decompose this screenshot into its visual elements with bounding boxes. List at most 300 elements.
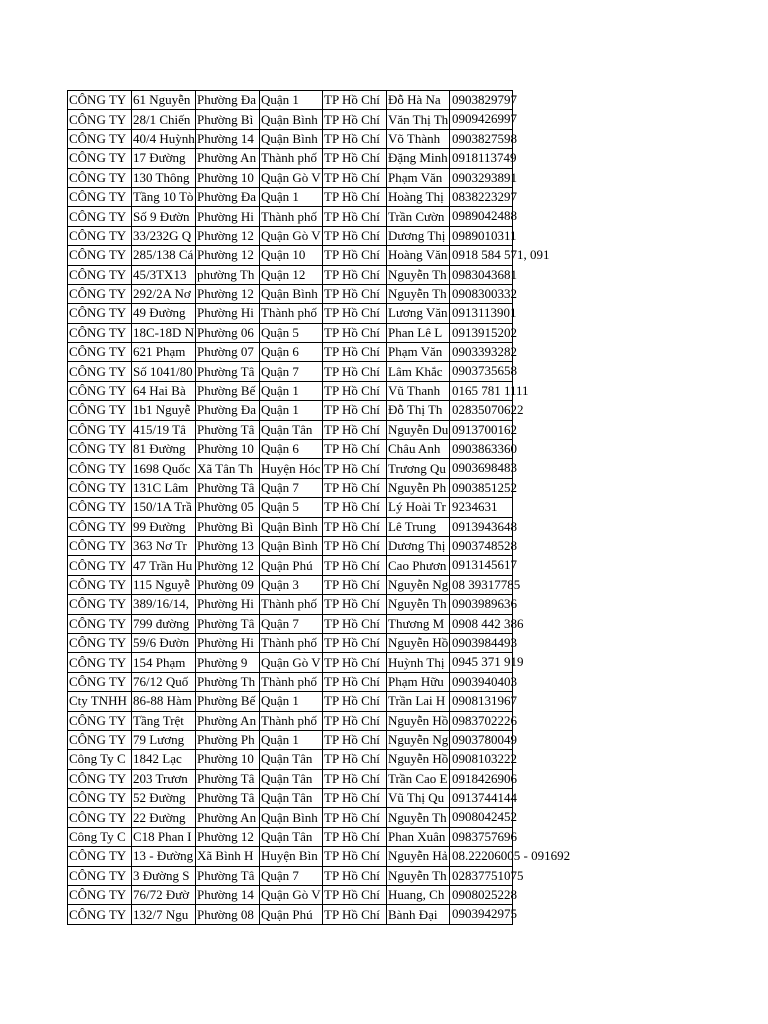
ward-cell[interactable]: Phường Tâ [196,789,260,808]
phone-cell[interactable] [450,556,517,575]
ward-cell[interactable]: Phường An [196,149,260,168]
contact-name-cell[interactable]: Cao Phươn [387,556,450,575]
phone-cell[interactable] [450,750,517,769]
contact-name-cell[interactable]: Bành Đại [387,905,450,924]
phone-cell[interactable] [450,672,517,691]
phone-cell[interactable] [450,595,517,614]
city-cell[interactable]: TP Hồ Chí [323,827,387,846]
company-cell[interactable]: CÔNG TY [68,633,132,652]
contact-name-cell[interactable]: Trương Qu [387,459,450,478]
address-cell[interactable]: 150/1A Trầ [132,498,196,517]
district-cell[interactable]: Quận Tân [260,789,323,808]
company-cell[interactable]: CÔNG TY [68,343,132,362]
city-cell[interactable]: TP Hồ Chí [323,595,387,614]
address-cell[interactable]: 285/138 Cá [132,246,196,265]
phone-cell[interactable] [450,711,517,730]
address-cell[interactable]: 415/19 Tâ [132,420,196,439]
district-cell[interactable]: Quận Bình [260,129,323,148]
district-cell[interactable]: Huyện Hóc [260,459,323,478]
phone-cell[interactable] [450,653,524,672]
address-cell[interactable]: 79 Lương [132,730,196,749]
company-cell[interactable]: CÔNG TY [68,381,132,400]
company-cell[interactable]: CÔNG TY [68,226,132,245]
company-cell[interactable]: CÔNG TY [68,808,132,827]
address-cell[interactable]: 1842 Lạc [132,750,196,769]
phone-cell[interactable] [450,246,550,265]
ward-cell[interactable]: Phường 13 [196,536,260,555]
district-cell[interactable]: Quận 6 [260,343,323,362]
company-cell[interactable]: CÔNG TY [68,440,132,459]
contact-name-cell[interactable]: Đỗ Thị Th [387,401,450,420]
company-cell[interactable]: CÔNG TY [68,246,132,265]
district-cell[interactable]: Quận 12 [260,265,323,284]
district-cell[interactable]: Quận Phú [260,556,323,575]
contact-name-cell[interactable]: Nguyễn Hồ [387,633,450,652]
city-cell[interactable]: TP Hồ Chí [323,672,387,691]
contact-name-cell[interactable]: Đặng Minh [387,149,450,168]
company-cell[interactable]: CÔNG TY [68,711,132,730]
company-cell[interactable]: CÔNG TY [68,420,132,439]
ward-cell[interactable]: Phường Tâ [196,866,260,885]
phone-cell[interactable] [450,866,524,885]
contact-name-cell[interactable]: Nguyễn Hả [387,847,450,866]
district-cell[interactable]: Quận Gò V [260,886,323,905]
ward-cell[interactable]: Phường Bì [196,517,260,536]
phone-cell[interactable] [450,789,517,808]
ward-cell[interactable]: Phường 10 [196,168,260,187]
company-cell[interactable]: CÔNG TY [68,265,132,284]
phone-cell[interactable] [450,343,517,362]
contact-name-cell[interactable]: Nguyễn Ng [387,575,450,594]
company-cell[interactable]: CÔNG TY [68,304,132,323]
phone-cell[interactable] [450,692,517,711]
district-cell[interactable]: Quận 1 [260,730,323,749]
address-cell[interactable]: 363 Nơ Tr [132,536,196,555]
ward-cell[interactable]: Phường 06 [196,323,260,342]
contact-name-cell[interactable]: Nguyễn Th [387,595,450,614]
address-cell[interactable]: 3 Đường S [132,866,196,885]
city-cell[interactable]: TP Hồ Chí [323,517,387,536]
city-cell[interactable]: TP Hồ Chí [323,556,387,575]
company-cell[interactable]: CÔNG TY [68,886,132,905]
company-cell[interactable]: CÔNG TY [68,866,132,885]
phone-cell[interactable] [450,886,517,905]
address-cell[interactable]: 28/1 Chiến [132,110,196,129]
phone-cell[interactable] [450,575,521,594]
city-cell[interactable]: TP Hồ Chí [323,381,387,400]
ward-cell[interactable]: Phường Bế [196,381,260,400]
contact-name-cell[interactable]: Vũ Thị Qu [387,789,450,808]
company-cell[interactable]: CÔNG TY [68,614,132,633]
company-cell[interactable]: CÔNG TY [68,498,132,517]
phone-cell[interactable] [450,226,517,245]
address-cell[interactable]: 621 Phạm [132,343,196,362]
contact-name-cell[interactable]: Trần Lai H [387,692,450,711]
district-cell[interactable]: Quận 5 [260,498,323,517]
company-cell[interactable]: CÔNG TY [68,595,132,614]
district-cell[interactable]: Quận Tân [260,750,323,769]
city-cell[interactable]: TP Hồ Chí [323,284,387,303]
ward-cell[interactable]: Phường Bì [196,110,260,129]
district-cell[interactable]: Thành phố [260,672,323,691]
contact-name-cell[interactable]: Nguyễn Th [387,284,450,303]
district-cell[interactable]: Quận 5 [260,323,323,342]
contact-name-cell[interactable]: Dương Thị [387,226,450,245]
city-cell[interactable]: TP Hồ Chí [323,575,387,594]
district-cell[interactable]: Thành phố [260,711,323,730]
city-cell[interactable]: TP Hồ Chí [323,323,387,342]
city-cell[interactable]: TP Hồ Chí [323,343,387,362]
address-cell[interactable]: 115 Nguyễ [132,575,196,594]
company-cell[interactable]: CÔNG TY [68,129,132,148]
district-cell[interactable]: Thành phố [260,595,323,614]
ward-cell[interactable]: Phường Bế [196,692,260,711]
address-cell[interactable]: 1b1 Nguyễ [132,401,196,420]
company-cell[interactable]: CÔNG TY [68,905,132,924]
contact-name-cell[interactable]: Vũ Thanh [387,381,450,400]
city-cell[interactable]: TP Hồ Chí [323,168,387,187]
address-cell[interactable]: 49 Đường [132,304,196,323]
contact-name-cell[interactable]: Phan Xuân [387,827,450,846]
contact-name-cell[interactable]: Lê Trung [387,517,450,536]
company-cell[interactable]: CÔNG TY [68,789,132,808]
address-cell[interactable]: Số 1041/80 [132,362,196,381]
city-cell[interactable]: TP Hồ Chí [323,711,387,730]
address-cell[interactable]: 130 Thông [132,168,196,187]
contact-name-cell[interactable]: Đỗ Hà Na [387,91,450,110]
city-cell[interactable]: TP Hồ Chí [323,789,387,808]
address-cell[interactable]: 76/72 Đườ [132,886,196,905]
district-cell[interactable]: Quận 7 [260,362,323,381]
contact-name-cell[interactable]: Phan Lê L [387,323,450,342]
phone-cell[interactable] [450,149,517,168]
ward-cell[interactable]: Phường 12 [196,284,260,303]
ward-cell[interactable]: Phường 12 [196,556,260,575]
city-cell[interactable]: TP Hồ Chí [323,866,387,885]
address-cell[interactable]: 47 Trần Hu [132,556,196,575]
contact-name-cell[interactable]: Phạm Văn [387,343,450,362]
city-cell[interactable]: TP Hồ Chí [323,226,387,245]
contact-name-cell[interactable]: Nguyễn Hồ [387,750,450,769]
ward-cell[interactable]: Phường Tâ [196,614,260,633]
city-cell[interactable]: TP Hồ Chí [323,905,387,924]
contact-name-cell[interactable]: Huang, Ch [387,886,450,905]
phone-cell[interactable] [450,401,524,420]
district-cell[interactable]: Quận 1 [260,381,323,400]
district-cell[interactable]: Quận Tân [260,420,323,439]
phone-cell[interactable] [450,91,517,110]
contact-name-cell[interactable]: Trần Cao E [387,769,450,788]
phone-cell[interactable] [450,905,517,924]
address-cell[interactable]: 389/16/14, [132,595,196,614]
city-cell[interactable]: TP Hồ Chí [323,653,387,672]
contact-name-cell[interactable]: Võ Thành [387,129,450,148]
phone-cell[interactable] [450,207,517,226]
company-cell[interactable]: Công Ty C [68,750,132,769]
phone-cell[interactable] [450,420,517,439]
district-cell[interactable]: Thành phố [260,149,323,168]
ward-cell[interactable]: Phường Hi [196,633,260,652]
company-cell[interactable]: CÔNG TY [68,168,132,187]
ward-cell[interactable]: Phường Đa [196,91,260,110]
phone-cell[interactable] [450,129,517,148]
phone-cell[interactable] [450,440,517,459]
ward-cell[interactable]: Phường 12 [196,827,260,846]
company-cell[interactable]: CÔNG TY [68,207,132,226]
address-cell[interactable]: 131C Lâm [132,478,196,497]
ward-cell[interactable]: Phường Hi [196,595,260,614]
contact-name-cell[interactable]: Phạm Văn [387,168,450,187]
ward-cell[interactable]: Phường Tâ [196,362,260,381]
ward-cell[interactable]: Phường Đa [196,401,260,420]
phone-cell[interactable] [450,304,517,323]
phone-cell[interactable] [450,808,517,827]
district-cell[interactable]: Quận Tân [260,827,323,846]
district-cell[interactable]: Quận Bình [260,808,323,827]
district-cell[interactable]: Quận 3 [260,575,323,594]
phone-cell[interactable] [450,769,517,788]
city-cell[interactable]: TP Hồ Chí [323,459,387,478]
company-cell[interactable]: Cty TNHH [68,692,132,711]
ward-cell[interactable]: Phường An [196,711,260,730]
district-cell[interactable]: Quận 7 [260,614,323,633]
phone-cell[interactable] [450,187,517,206]
company-cell[interactable]: CÔNG TY [68,459,132,478]
city-cell[interactable]: TP Hồ Chí [323,401,387,420]
district-cell[interactable]: Quận Gò V [260,653,323,672]
city-cell[interactable]: TP Hồ Chí [323,750,387,769]
company-cell[interactable]: CÔNG TY [68,110,132,129]
district-cell[interactable]: Quận Gò V [260,168,323,187]
address-cell[interactable]: 99 Đường [132,517,196,536]
district-cell[interactable]: Quận Bình [260,536,323,555]
ward-cell[interactable]: Phường 14 [196,886,260,905]
address-cell[interactable]: 45/3TX13 [132,265,196,284]
company-cell[interactable]: CÔNG TY [68,730,132,749]
ward-cell[interactable]: Phường 05 [196,498,260,517]
city-cell[interactable]: TP Hồ Chí [323,91,387,110]
address-cell[interactable]: 132/7 Ngu [132,905,196,924]
ward-cell[interactable]: Phường Đa [196,187,260,206]
district-cell[interactable]: Quận 10 [260,246,323,265]
contact-name-cell[interactable]: Dương Thị [387,536,450,555]
address-cell[interactable]: 81 Đường [132,440,196,459]
city-cell[interactable]: TP Hồ Chí [323,304,387,323]
contact-name-cell[interactable]: Lý Hoài Tr [387,498,450,517]
district-cell[interactable]: Quận Bình [260,284,323,303]
city-cell[interactable]: TP Hồ Chí [323,769,387,788]
contact-name-cell[interactable]: Hoàng Thị [387,187,450,206]
address-cell[interactable]: 154 Phạm [132,653,196,672]
phone-cell[interactable] [450,381,529,400]
address-cell[interactable]: 799 đường [132,614,196,633]
company-cell[interactable]: CÔNG TY [68,362,132,381]
contact-name-cell[interactable]: Châu Anh [387,440,450,459]
contact-name-cell[interactable]: Nguyễn Hồ [387,711,450,730]
district-cell[interactable]: Quận 1 [260,401,323,420]
address-cell[interactable]: 59/6 Đườn [132,633,196,652]
ward-cell[interactable]: Phường 10 [196,440,260,459]
district-cell[interactable]: Thành phố [260,207,323,226]
ward-cell[interactable]: Phường Hi [196,207,260,226]
contact-name-cell[interactable]: Văn Thị Th [387,110,450,129]
contact-name-cell[interactable]: Nguyễn Th [387,866,450,885]
city-cell[interactable]: TP Hồ Chí [323,730,387,749]
district-cell[interactable]: Quận Phú [260,905,323,924]
district-cell[interactable]: Thành phố [260,304,323,323]
contact-name-cell[interactable]: Thương M [387,614,450,633]
address-cell[interactable]: C18 Phan I [132,827,196,846]
phone-cell[interactable] [450,827,517,846]
address-cell[interactable]: Tầng Trệt [132,711,196,730]
company-cell[interactable]: Công Ty C [68,827,132,846]
ward-cell[interactable]: Phường An [196,808,260,827]
ward-cell[interactable]: Phường Hi [196,304,260,323]
city-cell[interactable]: TP Hồ Chí [323,808,387,827]
district-cell[interactable]: Quận Tân [260,769,323,788]
company-cell[interactable]: CÔNG TY [68,672,132,691]
ward-cell[interactable]: Xã Bình H [196,847,260,866]
contact-name-cell[interactable]: Trần Cườn [387,207,450,226]
city-cell[interactable]: TP Hồ Chí [323,246,387,265]
city-cell[interactable]: TP Hồ Chí [323,614,387,633]
ward-cell[interactable]: Phường 09 [196,575,260,594]
contact-name-cell[interactable]: Nguyễn Du [387,420,450,439]
company-cell[interactable]: CÔNG TY [68,575,132,594]
company-cell[interactable]: CÔNG TY [68,536,132,555]
city-cell[interactable]: TP Hồ Chí [323,362,387,381]
address-cell[interactable]: 52 Đường [132,789,196,808]
district-cell[interactable]: Quận 6 [260,440,323,459]
city-cell[interactable]: TP Hồ Chí [323,149,387,168]
city-cell[interactable]: TP Hồ Chí [323,633,387,652]
district-cell[interactable]: Quận 1 [260,187,323,206]
address-cell[interactable]: 40/4 Huỳnh [132,129,196,148]
phone-cell[interactable] [450,459,517,478]
address-cell[interactable]: 1698 Quốc [132,459,196,478]
ward-cell[interactable]: Phường Th [196,672,260,691]
phone-cell[interactable] [450,168,517,187]
ward-cell[interactable]: Phường Ph [196,730,260,749]
city-cell[interactable]: TP Hồ Chí [323,847,387,866]
phone-cell[interactable] [450,517,517,536]
ward-cell[interactable]: Phường 08 [196,905,260,924]
district-cell[interactable]: Quận 1 [260,91,323,110]
district-cell[interactable]: Quận Bình [260,517,323,536]
address-cell[interactable]: Số 9 Đườn [132,207,196,226]
phone-cell[interactable] [450,478,517,497]
phone-cell[interactable] [450,110,517,129]
ward-cell[interactable]: Phường Tâ [196,420,260,439]
district-cell[interactable]: Quận Bình [260,110,323,129]
city-cell[interactable]: TP Hồ Chí [323,187,387,206]
city-cell[interactable]: TP Hồ Chí [323,478,387,497]
address-cell[interactable]: 76/12 Quố [132,672,196,691]
phone-cell[interactable] [450,633,517,652]
address-cell[interactable]: 64 Hai Bà [132,381,196,400]
address-cell[interactable]: 203 Trươn [132,769,196,788]
company-cell[interactable]: CÔNG TY [68,653,132,672]
address-cell[interactable]: 13 - Đường [132,847,196,866]
city-cell[interactable]: TP Hồ Chí [323,420,387,439]
address-cell[interactable]: 61 Nguyễn [132,91,196,110]
city-cell[interactable]: TP Hồ Chí [323,440,387,459]
ward-cell[interactable]: Phường 9 [196,653,260,672]
phone-cell[interactable] [450,265,517,284]
contact-name-cell[interactable]: Nguyễn Ph [387,478,450,497]
phone-cell[interactable] [450,498,513,517]
district-cell[interactable]: Thành phố [260,633,323,652]
ward-cell[interactable]: Phường 10 [196,750,260,769]
city-cell[interactable]: TP Hồ Chí [323,207,387,226]
ward-cell[interactable]: Phường 12 [196,226,260,245]
company-cell[interactable]: CÔNG TY [68,401,132,420]
ward-cell[interactable]: Phường Tâ [196,478,260,497]
company-cell[interactable]: CÔNG TY [68,769,132,788]
phone-cell[interactable] [450,730,517,749]
ward-cell[interactable]: Phường 07 [196,343,260,362]
district-cell[interactable]: Quận 7 [260,478,323,497]
city-cell[interactable]: TP Hồ Chí [323,129,387,148]
address-cell[interactable]: 33/232G Q [132,226,196,245]
city-cell[interactable]: TP Hồ Chí [323,536,387,555]
city-cell[interactable]: TP Hồ Chí [323,692,387,711]
company-cell[interactable]: CÔNG TY [68,478,132,497]
company-cell[interactable]: CÔNG TY [68,556,132,575]
phone-cell[interactable] [450,614,524,633]
district-cell[interactable]: Quận Gò V [260,226,323,245]
contact-name-cell[interactable]: Hoàng Văn [387,246,450,265]
phone-cell[interactable] [450,284,517,303]
district-cell[interactable]: Quận 1 [260,692,323,711]
contact-name-cell[interactable]: Phạm Hữu [387,672,450,691]
address-cell[interactable]: 22 Đường [132,808,196,827]
ward-cell[interactable]: Phường Tâ [196,769,260,788]
address-cell[interactable]: 292/2A Nơ [132,284,196,303]
company-cell[interactable]: CÔNG TY [68,91,132,110]
contact-name-cell[interactable]: Huỳnh Thị [387,653,450,672]
city-cell[interactable]: TP Hồ Chí [323,110,387,129]
district-cell[interactable]: Quận 7 [260,866,323,885]
contact-name-cell[interactable]: Lương Văn [387,304,450,323]
address-cell[interactable]: 86-88 Hàm [132,692,196,711]
contact-name-cell[interactable]: Nguyễn Th [387,808,450,827]
district-cell[interactable]: Huyện Bìn [260,847,323,866]
contact-name-cell[interactable]: Nguyễn Ng [387,730,450,749]
address-cell[interactable]: 17 Đường [132,149,196,168]
company-cell[interactable]: CÔNG TY [68,187,132,206]
company-cell[interactable]: CÔNG TY [68,847,132,866]
phone-cell[interactable] [450,847,571,866]
city-cell[interactable]: TP Hồ Chí [323,886,387,905]
company-cell[interactable]: CÔNG TY [68,284,132,303]
phone-cell[interactable] [450,362,517,381]
phone-cell[interactable] [450,323,517,342]
phone-cell[interactable] [450,536,517,555]
city-cell[interactable]: TP Hồ Chí [323,498,387,517]
ward-cell[interactable]: Phường 12 [196,246,260,265]
ward-cell[interactable]: Xã Tân Th [196,459,260,478]
contact-name-cell[interactable]: Nguyễn Th [387,265,450,284]
company-cell[interactable]: CÔNG TY [68,517,132,536]
city-cell[interactable]: TP Hồ Chí [323,265,387,284]
company-cell[interactable]: CÔNG TY [68,323,132,342]
contact-name-cell[interactable]: Lâm Khắc [387,362,450,381]
ward-cell[interactable]: phường Th [196,265,260,284]
address-cell[interactable]: Tầng 10 Tò [132,187,196,206]
company-cell[interactable]: CÔNG TY [68,149,132,168]
address-cell[interactable]: 18C-18D N [132,323,196,342]
